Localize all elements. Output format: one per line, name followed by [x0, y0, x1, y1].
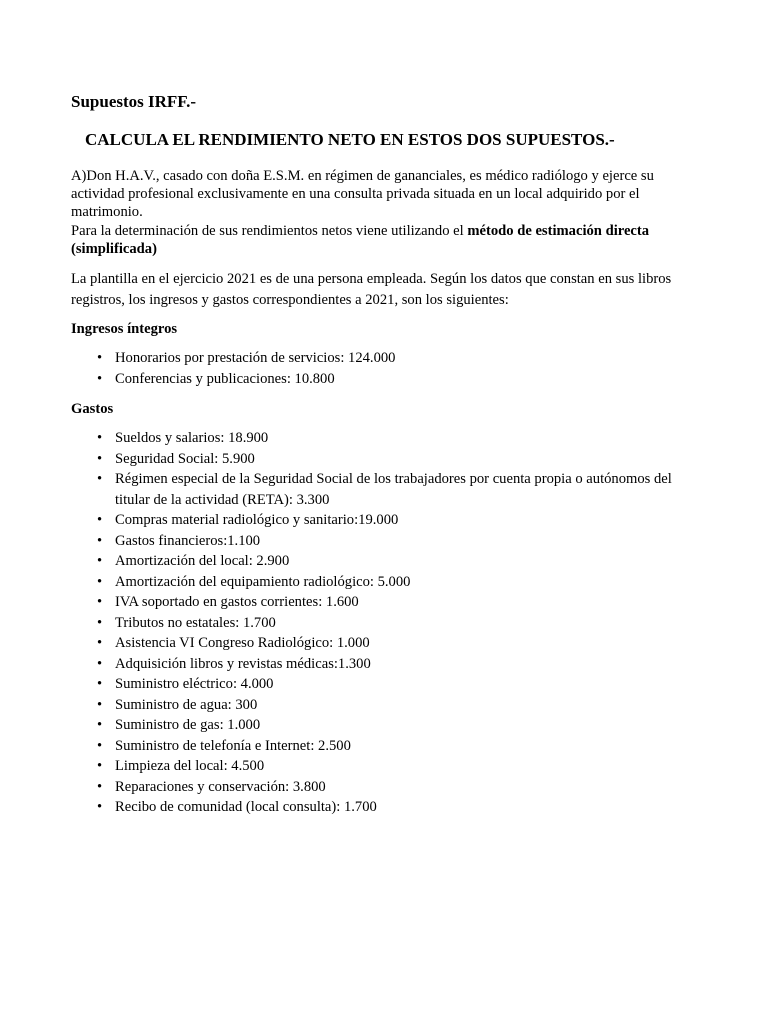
method-text: Para la determinación de sus rendimientos netos viene utilizando el: [71, 222, 468, 239]
bullet-icon: •: [97, 614, 103, 631]
list-item: [71, 428, 701, 449]
list-item-text: Suministro de agua: 300: [115, 696, 258, 713]
bullet-icon: •: [97, 758, 103, 774]
list-item: [71, 572, 701, 593]
intro-paragraph: A)Don H.A.V., casado con doña E.S.M. en régimen de gananciales, es médico radiólogo y ejerce su actividad profesional exclusivamente en una consulta privada situada en un local adquirido por el matrimonio.: [71, 168, 654, 221]
list-item-text: IVA soportado en gastos corrientes: 1.600: [115, 594, 359, 610]
bullet-icon: •: [97, 799, 103, 815]
bullet-icon: •: [97, 655, 103, 672]
bullet-icon: •: [97, 737, 103, 754]
bullet-icon: •: [97, 430, 103, 446]
bullet-icon: •: [97, 450, 103, 467]
ingresos-heading: Ingresos íntegros: [71, 321, 178, 337]
list-item-text: Suministro eléctrico: 4.000: [115, 676, 274, 692]
list-item: [71, 797, 701, 818]
bullet-icon: •: [97, 635, 103, 651]
list-item-text: Adquisición libros y revistas médicas:1.300: [115, 655, 371, 672]
list-item-text: Conferencias y publicaciones: 10.800: [115, 370, 335, 387]
gastos-heading: Gastos: [71, 401, 114, 417]
bullet-icon: •: [97, 553, 103, 569]
bullet-icon: •: [97, 676, 103, 692]
bullet-icon: •: [97, 370, 103, 387]
bullet-icon: •: [97, 350, 103, 366]
list-item: [71, 348, 701, 369]
method-emphasis: método de estimación directa (simplificada): [71, 222, 650, 257]
list-item-text: Seguridad Social: 5.900: [115, 450, 255, 467]
list-item: [71, 510, 701, 531]
list-item-text: Reparaciones y conservación: 3.800: [115, 778, 326, 795]
list-item: [71, 715, 701, 736]
list-item-text: Recibo de comunidad (local consulta): 1.700: [115, 799, 377, 815]
list-item: [71, 777, 701, 798]
list-item: [71, 551, 701, 572]
list-item-text: Amortización del equipamiento radiológico: 5.000: [115, 573, 411, 590]
document-subtitle: CALCULA EL RENDIMIENTO NETO EN ESTOS DOS SUPUESTOS.-: [85, 130, 615, 149]
list-item-text: Asistencia VI Congreso Radiológico: 1.000: [115, 635, 370, 651]
bullet-icon: •: [97, 717, 103, 733]
bullet-icon: •: [97, 594, 103, 610]
intro-block: [71, 167, 701, 258]
list-item-text: Honorarios por prestación de servicios: 124.000: [115, 350, 396, 366]
list-item-text: Régimen especial de la Seguridad Social de los trabajadores por cuenta propia o autónomos del titular de la actividad (RETA): 3.300: [115, 471, 672, 508]
list-item: [71, 736, 701, 757]
bullet-icon: •: [97, 696, 103, 713]
bullet-icon: •: [97, 532, 103, 549]
list-item: [71, 613, 701, 634]
list-item: [71, 654, 701, 675]
list-item-text: Suministro de telefonía e Internet: 2.500: [115, 737, 351, 754]
ingresos-list: [71, 348, 701, 389]
list-item: [71, 592, 701, 613]
list-item-text: Gastos financieros:1.100: [115, 532, 261, 549]
list-item: [71, 633, 701, 654]
plantilla-paragraph: La plantilla en el ejercicio 2021 es de una persona empleada. Según los datos que constan en sus libros registros, los ingresos y gastos correspondientes a 2021, son los siguientes:: [71, 271, 672, 308]
document-title: Supuestos IRFF.-: [71, 92, 197, 111]
list-item-text: Tributos no estatales: 1.700: [115, 614, 276, 631]
list-item: [71, 469, 701, 510]
list-item-text: Compras material radiológico y sanitario:19.000: [115, 512, 399, 528]
list-item-text: Suministro de gas: 1.000: [115, 717, 261, 733]
list-item-text: Sueldos y salarios: 18.900: [115, 430, 269, 446]
bullet-icon: •: [97, 512, 103, 528]
method-paragraph: [71, 222, 701, 258]
list-item: [71, 756, 701, 777]
list-item: [71, 449, 701, 470]
list-item: [71, 674, 701, 695]
bullet-icon: •: [97, 471, 103, 487]
list-item: [71, 695, 701, 716]
list-item-text: Limpieza del local: 4.500: [115, 758, 265, 774]
list-item: [71, 369, 701, 390]
gastos-list: [71, 428, 701, 818]
list-item-text: Amortización del local: 2.900: [115, 553, 290, 569]
bullet-icon: •: [97, 573, 103, 590]
list-item: [71, 531, 701, 552]
bullet-icon: •: [97, 778, 103, 795]
